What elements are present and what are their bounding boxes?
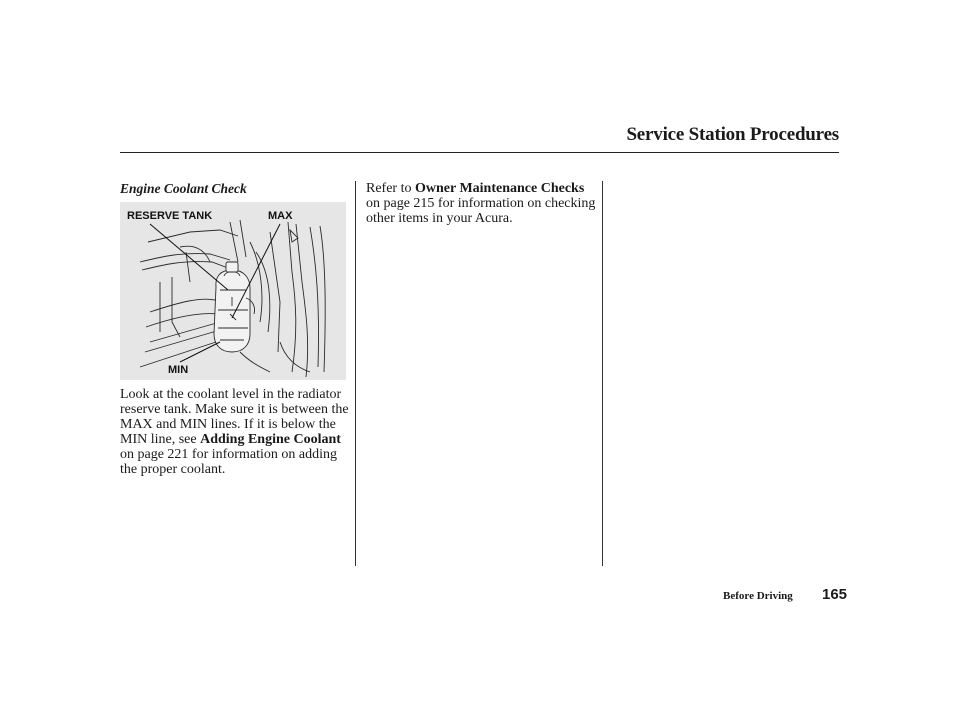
owner-maintenance-checks-reference: Owner Maintenance Checks [414,181,585,196]
footer-section-name: Before Driving [723,590,793,602]
section-heading: Engine Coolant Check [120,181,247,196]
engine-bay-illustration [120,202,346,380]
header-rule [120,152,839,153]
maintenance-reference-text [366,181,596,226]
coolant-instructions [120,387,352,477]
reserve-tank-label: RESERVE TANK [127,210,213,222]
min-label: MIN [168,364,189,376]
coolant-text-part2: on page 221 for information on adding the proper coolant. [120,447,337,477]
page-title: Service Station Procedures [626,124,839,145]
coolant-text-part1: Look at the coolant level in the radiator reserve tank. Make sure it is between the MAX and MIN lines. If it is below the MIN line, see [120,387,349,447]
column-divider-left [355,181,356,566]
column-divider-right [602,181,603,566]
adding-engine-coolant-reference: Adding Engine Coolant [200,432,341,447]
page-number: 165 [822,586,848,603]
maintenance-text-part1: Refer to [366,181,415,196]
max-label: MAX [268,210,293,222]
maintenance-text-part2: on page 215 for information on checking other items in your Acura. [366,196,596,226]
engine-coolant-figure [120,202,346,380]
